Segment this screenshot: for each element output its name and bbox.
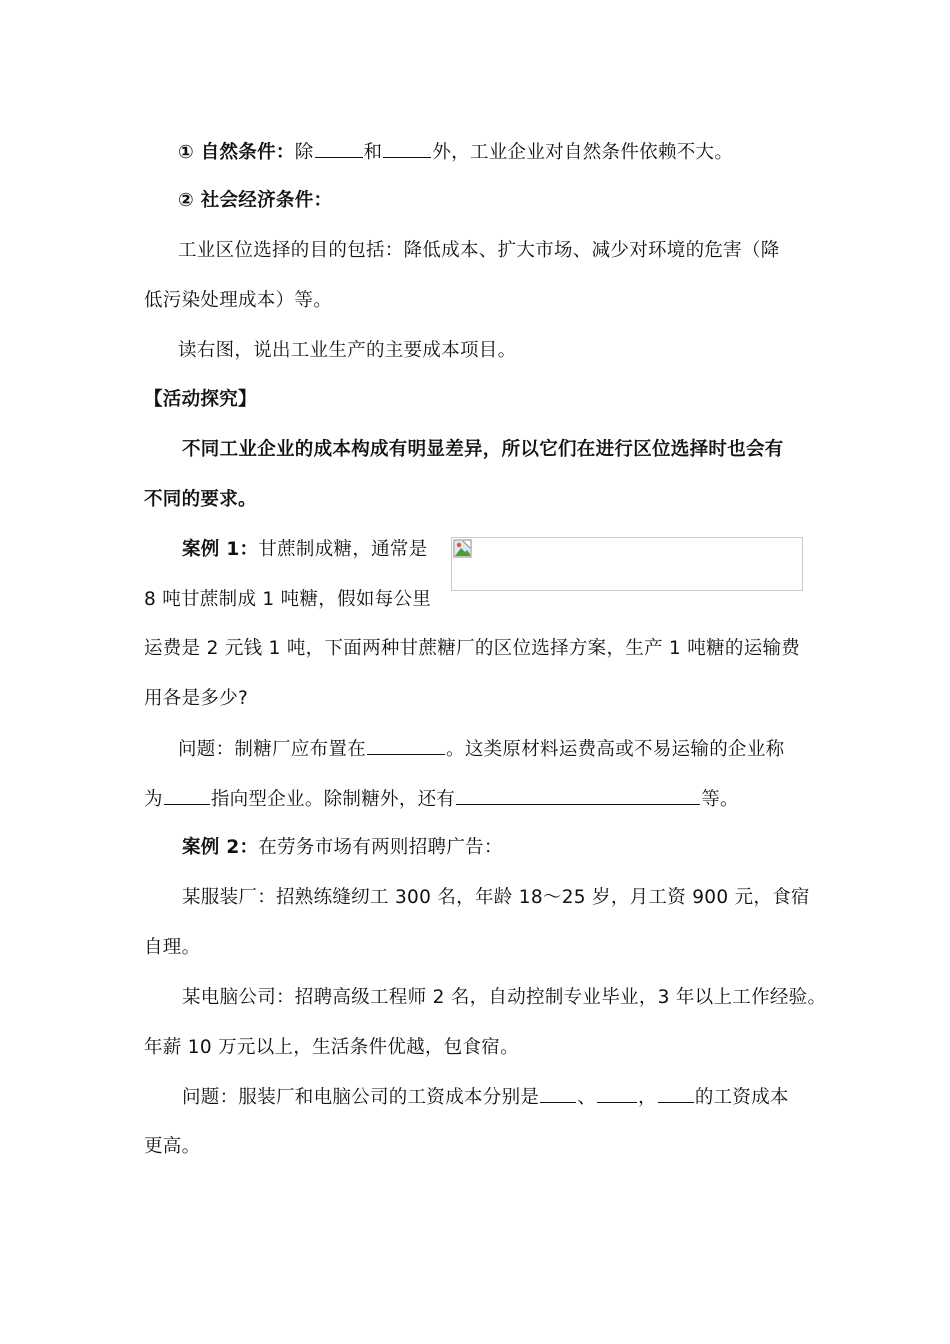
paragraph-line: 年薪 10 万元以上，生活条件优越，包食宿。 bbox=[144, 1037, 519, 1058]
answer-blank[interactable] bbox=[597, 1084, 637, 1103]
natural-conditions-label: ① 自然条件： bbox=[178, 142, 295, 163]
answer-blank[interactable] bbox=[658, 1084, 694, 1103]
broken-image-icon bbox=[453, 539, 473, 559]
natural-conditions-line bbox=[178, 139, 733, 166]
paragraph-line: 用各是多少? bbox=[144, 688, 249, 709]
answer-blank[interactable] bbox=[540, 1084, 576, 1103]
question2-line bbox=[182, 1084, 789, 1111]
activity-heading: 【活动探究】 bbox=[144, 389, 257, 410]
text-segment: 问题：服装厂和电脑公司的工资成本分别是 bbox=[182, 1087, 540, 1108]
case1-label: 案例 1： bbox=[182, 539, 259, 560]
answer-blank[interactable] bbox=[456, 786, 700, 805]
socioeconomic-conditions-heading: ② 社会经济条件： bbox=[178, 190, 333, 211]
text-segment: 外，工业企业对自然条件依赖不大。 bbox=[432, 142, 734, 163]
paragraph-line: 低污染处理成本）等。 bbox=[144, 290, 333, 311]
paragraph-line: 某电脑公司：招聘高级工程师 2 名，自动控制专业毕业，3 年以上工作经验。 bbox=[182, 987, 827, 1008]
text-segment: 等。 bbox=[701, 789, 739, 810]
answer-blank[interactable] bbox=[164, 786, 210, 805]
paragraph-line: 某服装厂：招熟练缝纫工 300 名，年龄 18～25 岁，月工资 900 元，食宿 bbox=[182, 887, 810, 908]
text-segment: 除 bbox=[294, 142, 314, 163]
paragraph-line: 运费是 2 元钱 1 吨，下面两种甘蔗糖厂的区位选择方案，生产 1 吨糖的运输费 bbox=[144, 638, 801, 659]
figure-placeholder bbox=[451, 537, 803, 591]
text-segment: 问题：制糖厂应布置在 bbox=[178, 739, 367, 760]
paragraph-line: 工业区位选择的目的包括：降低成本、扩大市场、减少对环境的危害（降 bbox=[178, 240, 780, 261]
paragraph-line: 更高。 bbox=[144, 1136, 201, 1157]
bold-paragraph-line: 不同工业企业的成本构成有明显差异，所以它们在进行区位选择时也会有 bbox=[182, 439, 784, 460]
text-segment: ， bbox=[638, 1087, 657, 1108]
case1-line bbox=[182, 537, 428, 563]
answer-blank[interactable] bbox=[383, 139, 431, 158]
case2-line bbox=[182, 835, 503, 861]
paragraph-line: 自理。 bbox=[144, 937, 201, 958]
answer-blank[interactable] bbox=[315, 139, 363, 158]
text-segment: 为 bbox=[144, 789, 163, 810]
question1-line bbox=[144, 786, 739, 813]
case2-label: 案例 2： bbox=[182, 837, 259, 858]
text-segment: 的工资成本 bbox=[694, 1087, 789, 1108]
text-segment: 指向型企业。除制糖外，还有 bbox=[210, 789, 456, 810]
question1-line bbox=[178, 736, 784, 763]
bold-paragraph-line: 不同的要求。 bbox=[144, 489, 257, 510]
text-segment: 和 bbox=[363, 142, 383, 163]
paragraph-line: 8 吨甘蔗制成 1 吨糖，假如每公里 bbox=[144, 589, 432, 610]
text-segment: 、 bbox=[577, 1087, 597, 1108]
text-segment: 甘蔗制成糖，通常是 bbox=[258, 539, 428, 560]
text-segment: 在劳务市场有两则招聘广告： bbox=[258, 837, 503, 858]
text-segment: 。这类原材料运费高或不易运输的企业称 bbox=[446, 739, 785, 760]
answer-blank[interactable] bbox=[367, 736, 445, 755]
paragraph-line: 读右图，说出工业生产的主要成本项目。 bbox=[178, 340, 517, 361]
